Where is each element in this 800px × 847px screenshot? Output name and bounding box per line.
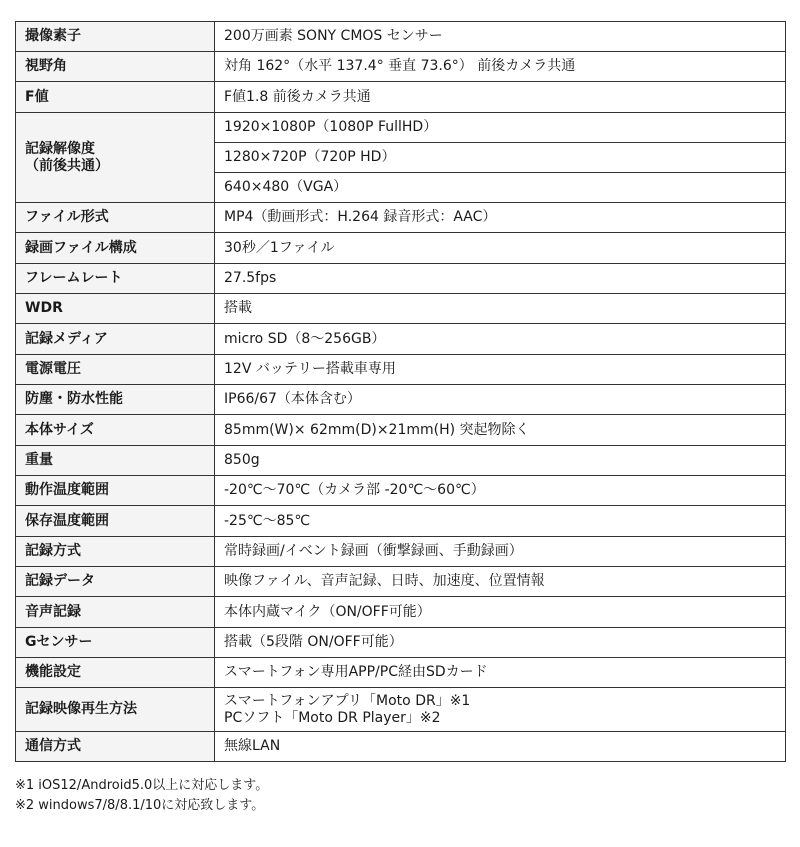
spec-value: スマートフォン専用APP/PC経由SDカード bbox=[215, 658, 786, 688]
spec-label-resolution bbox=[16, 113, 215, 203]
spec-label: 記録データ bbox=[16, 567, 215, 597]
table-row bbox=[16, 355, 786, 385]
spec-label: 通信方式 bbox=[16, 732, 215, 762]
table-row bbox=[16, 385, 786, 415]
spec-value: 850g bbox=[215, 446, 786, 476]
table-row bbox=[16, 506, 786, 537]
spec-value: 640×480（VGA） bbox=[215, 173, 786, 203]
table-row bbox=[16, 567, 786, 597]
footnote: ※1 iOS12/Android5.0以上に対応します。 bbox=[15, 778, 269, 793]
table-row bbox=[16, 732, 786, 762]
spec-value: F値1.8 前後カメラ共通 bbox=[215, 82, 786, 113]
table-row bbox=[16, 415, 786, 446]
spec-label-line: （前後共通） bbox=[25, 157, 109, 174]
spec-value-playback bbox=[215, 688, 786, 732]
spec-value: MP4（動画形式：H.264 録音形式：AAC） bbox=[215, 203, 786, 233]
spec-label: 記録映像再生方法 bbox=[16, 688, 215, 732]
spec-label: 録画ファイル構成 bbox=[16, 233, 215, 264]
spec-value: 搭載（5段階 ON/OFF可能） bbox=[215, 628, 786, 658]
spec-value: -25℃〜85℃ bbox=[215, 506, 786, 537]
table-row bbox=[16, 476, 786, 506]
spec-value: 映像ファイル、音声記録、日時、加速度、位置情報 bbox=[215, 567, 786, 597]
table-row bbox=[16, 203, 786, 233]
table-row bbox=[16, 324, 786, 355]
footnote: ※2 windows7/8/8.1/10に対応致します。 bbox=[15, 798, 265, 813]
spec-label: 音声記録 bbox=[16, 597, 215, 628]
spec-value: 200万画素 SONY CMOS センサー bbox=[215, 22, 786, 52]
spec-label: ファイル形式 bbox=[16, 203, 215, 233]
table-row bbox=[16, 294, 786, 324]
table-row bbox=[16, 52, 786, 82]
spec-value: 搭載 bbox=[215, 294, 786, 324]
spec-label: 本体サイズ bbox=[16, 415, 215, 446]
table-row bbox=[16, 233, 786, 264]
spec-label-line: 記録解像度 bbox=[25, 140, 95, 157]
spec-value: 本体内蔵マイク（ON/OFF可能） bbox=[215, 597, 786, 628]
table-row bbox=[16, 597, 786, 628]
spec-value: 85mm(W)× 62mm(D)×21mm(H) 突起物除く bbox=[215, 415, 786, 446]
spec-value-line: PCソフト「Moto DR Player」※2 bbox=[224, 709, 441, 726]
spec-label: 撮像素子 bbox=[16, 22, 215, 52]
spec-label: 機能設定 bbox=[16, 658, 215, 688]
spec-value: micro SD（8〜256GB） bbox=[215, 324, 786, 355]
spec-label: 防塵・防水性能 bbox=[16, 385, 215, 415]
spec-value: 無線LAN bbox=[215, 732, 786, 762]
table-row bbox=[16, 446, 786, 476]
spec-label: 記録方式 bbox=[16, 537, 215, 567]
spec-label: 保存温度範囲 bbox=[16, 506, 215, 537]
table-row bbox=[16, 688, 786, 732]
table-row bbox=[16, 113, 786, 143]
spec-label: 重量 bbox=[16, 446, 215, 476]
spec-label: フレームレート bbox=[16, 264, 215, 294]
table-row bbox=[16, 628, 786, 658]
table-row bbox=[16, 264, 786, 294]
spec-value: IP66/67（本体含む） bbox=[215, 385, 786, 415]
spec-label: F値 bbox=[16, 82, 215, 113]
spec-value: 対角 162°（水平 137.4° 垂直 73.6°） 前後カメラ共通 bbox=[215, 52, 786, 82]
table-row bbox=[16, 537, 786, 567]
spec-value: 27.5fps bbox=[215, 264, 786, 294]
spec-label: 動作温度範囲 bbox=[16, 476, 215, 506]
spec-value-line: スマートフォンアプリ「Moto DR」※1 bbox=[224, 692, 471, 709]
spec-value: 30秒／1ファイル bbox=[215, 233, 786, 264]
spec-value: 常時録画/イベント録画（衝撃録画、手動録画） bbox=[215, 537, 786, 567]
spec-label: 視野角 bbox=[16, 52, 215, 82]
table-row bbox=[16, 658, 786, 688]
table-row bbox=[16, 82, 786, 113]
footnotes bbox=[15, 776, 268, 816]
spec-value: 1280×720P（720P HD） bbox=[215, 143, 786, 173]
spec-label: WDR bbox=[16, 294, 215, 324]
spec-value: 1920×1080P（1080P FullHD） bbox=[215, 113, 786, 143]
spec-value: -20℃〜70℃（カメラ部 -20℃〜60℃） bbox=[215, 476, 786, 506]
spec-table bbox=[15, 21, 786, 762]
spec-label: 記録メディア bbox=[16, 324, 215, 355]
spec-label: 電源電圧 bbox=[16, 355, 215, 385]
spec-value: 12V バッテリー搭載車専用 bbox=[215, 355, 786, 385]
spec-label: Gセンサー bbox=[16, 628, 215, 658]
table-row bbox=[16, 22, 786, 52]
